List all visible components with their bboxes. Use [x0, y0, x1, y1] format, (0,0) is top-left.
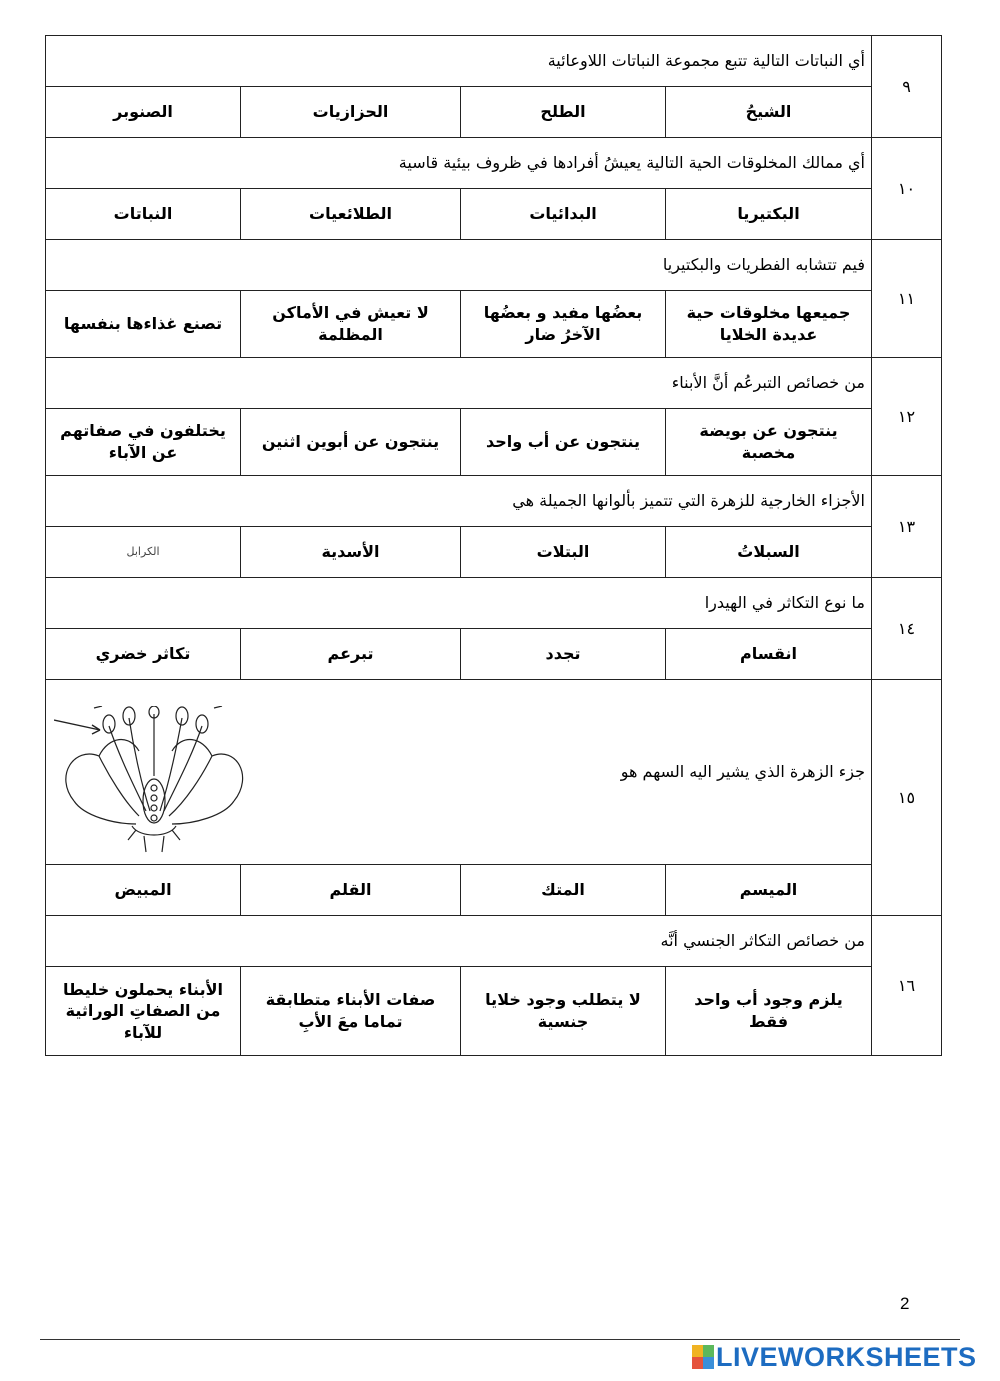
- answer-option[interactable]: تكاثر خضري: [46, 629, 241, 680]
- question-number: ١٥: [872, 680, 942, 916]
- question-row: [46, 36, 942, 87]
- answer-option[interactable]: تجدد: [461, 629, 666, 680]
- answer-option[interactable]: الكرابل: [46, 527, 241, 578]
- question-row: [46, 358, 942, 409]
- answer-option[interactable]: البتلات: [461, 527, 666, 578]
- question-text: أي ممالك المخلوقات الحية التالية يعيشُ أفرادها في ظروف بيئية قاسية: [46, 138, 872, 189]
- options-row: [46, 87, 942, 138]
- brand-name: LIVEWORKSHEETS: [716, 1341, 977, 1372]
- answer-option[interactable]: الصنوبر: [46, 87, 241, 138]
- options-row: [46, 409, 942, 476]
- question-row: [46, 476, 942, 527]
- question-row: [46, 916, 942, 967]
- question-text: جزء الزهرة الذي يشير اليه السهم هو: [620, 762, 865, 782]
- answer-option[interactable]: الحزازيات: [241, 87, 461, 138]
- answer-option[interactable]: الميسم: [666, 865, 872, 916]
- question-row: [46, 138, 942, 189]
- flower-diagram: [54, 706, 254, 854]
- question-number: ١٠: [872, 138, 942, 240]
- question-row: [46, 240, 942, 291]
- question-number: ١١: [872, 240, 942, 358]
- options-row: [46, 967, 942, 1056]
- options-row: [46, 189, 942, 240]
- question-number: ١٢: [872, 358, 942, 476]
- answer-option[interactable]: الأسدية: [241, 527, 461, 578]
- answer-option[interactable]: المبيض: [46, 865, 241, 916]
- answer-option[interactable]: البدائيات: [461, 189, 666, 240]
- question-number: ١٦: [872, 916, 942, 1056]
- quiz-table: [45, 35, 942, 1056]
- brand-badge-icon: [692, 1345, 714, 1369]
- answer-option[interactable]: المتك: [461, 865, 666, 916]
- answer-option[interactable]: يختلفون في صفاتهم عن الآباء: [46, 409, 241, 476]
- brand-logo[interactable]: [692, 1341, 977, 1373]
- options-row: [46, 291, 942, 358]
- question-text: فيم تتشابه الفطريات والبكتيريا: [46, 240, 872, 291]
- answer-option[interactable]: لا يتطلب وجود خلايا جنسية: [461, 967, 666, 1056]
- question-text: أي النباتات التالية تتبع مجموعة النباتات اللاوعائية: [46, 36, 872, 87]
- question-row: [46, 578, 942, 629]
- answer-option[interactable]: بعضُها مفيد و بعضُها الآخرُ ضار: [461, 291, 666, 358]
- page-number: 2: [900, 1294, 910, 1313]
- question-number: ١٤: [872, 578, 942, 680]
- answer-option[interactable]: الطلح: [461, 87, 666, 138]
- answer-option[interactable]: السبلاتُ: [666, 527, 872, 578]
- answer-option[interactable]: تبرعم: [241, 629, 461, 680]
- options-row: [46, 527, 942, 578]
- question-text: من خصائص التبرعُم أنَّ الأبناء: [46, 358, 872, 409]
- options-row: [46, 629, 942, 680]
- answer-option[interactable]: الطلائعيات: [241, 189, 461, 240]
- question-number: ١٣: [872, 476, 942, 578]
- options-row: [46, 865, 942, 916]
- question-text: ما نوع التكاثر في الهيدرا: [46, 578, 872, 629]
- question-text: من خصائص التكاثر الجنسي أنَّه: [46, 916, 872, 967]
- answer-option[interactable]: يلزم وجود أب واحد فقط: [666, 967, 872, 1056]
- question-number: ٩: [872, 36, 942, 138]
- answer-option[interactable]: صفات الأبناء متطابقة تماما معَ الأبِ: [241, 967, 461, 1056]
- footer-divider: [40, 1339, 960, 1340]
- answer-option[interactable]: البكتيريا: [666, 189, 872, 240]
- question-row: [46, 680, 942, 865]
- answer-option[interactable]: النباتات: [46, 189, 241, 240]
- answer-option[interactable]: ينتجون عن أب واحد: [461, 409, 666, 476]
- question-text: الأجزاء الخارجية للزهرة التي تتميز بألوانها الجميلة هي: [46, 476, 872, 527]
- answer-option[interactable]: لا تعيش في الأماكن المظلمة: [241, 291, 461, 358]
- answer-option[interactable]: تصنع غذاءها بنفسها: [46, 291, 241, 358]
- answer-option[interactable]: ينتجون عن أبوين اثنين: [241, 409, 461, 476]
- answer-option[interactable]: الشيحُ: [666, 87, 872, 138]
- answer-option[interactable]: ينتجون عن بويضة مخصبة: [666, 409, 872, 476]
- answer-option[interactable]: الأبناء يحملون خليطا من الصفاتِ الوراثية للآباء: [46, 967, 241, 1056]
- answer-option[interactable]: القلم: [241, 865, 461, 916]
- answer-option[interactable]: انقسام: [666, 629, 872, 680]
- answer-option[interactable]: جميعها مخلوقات حية عديدة الخلايا: [666, 291, 872, 358]
